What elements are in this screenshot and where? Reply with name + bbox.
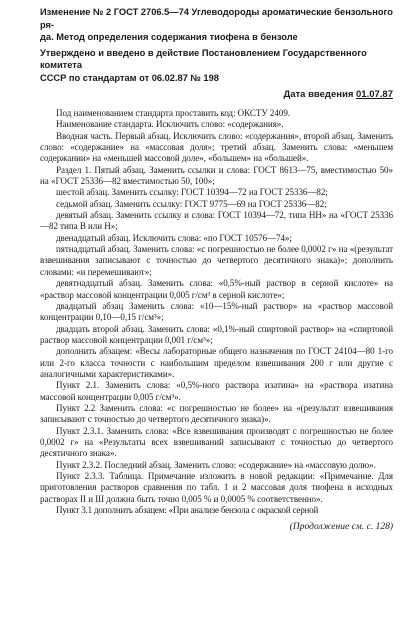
paragraph: дополнить абзацем: «Весы лабораторные общего назначения по ГОСТ 24104—80 1-го или 2-го класса точности с наибольшим пределом взвешивания 200 г или другие с аналогичными характеристиками». <box>40 346 393 379</box>
paragraph: Наименование стандарта. Исключить слово: «содержания». <box>56 119 284 130</box>
paragraph: седьмой абзац. Заменить ссылку: ГОСТ 9775—69 на ГОСТ 25336—82; <box>56 198 327 209</box>
paragraph: двенадцатый абзац. Исключить слова: «по ГОСТ 10576—74»; <box>56 232 292 243</box>
continuation-note: (Продолжение см. с. 128) <box>289 522 393 533</box>
paragraph: Пункт 2.2 Заменить слова: «с погрешностью не более» на «(результат взвешивания записывают с точностью до четвертого десятичного знака)». <box>40 402 393 425</box>
approval-block <box>40 47 393 85</box>
paragraph: пятнадцатый абзац. Заменить слова: «с погрешностью не более 0,0002 г» на «(результат взвешивания записывают с точностью до четвертого десятичного знака)»; дополнить словами: «и перемешивают»; <box>40 244 393 277</box>
paragraph: Пункт 2.3.1. Заменить слова: «Все взвешивания производят с погрешностью не более 0,0002 г» на «Результаты всех взвешиваний записывают с точностью до четвертого десятичного знака». <box>40 425 393 459</box>
paragraph: девятнадцатый абзац. Заменить слова: «0,5%-ный раствор в серной кислоте» на «раствор массовой концентрации 0,005 г/см³ в серной кислоте»; <box>40 278 393 300</box>
document-body <box>40 108 393 516</box>
amendment-title-line1: Изменение № 2 ГОСТ 2706.5—74 Углеводороды ароматические бензольного ря- <box>40 7 393 30</box>
approval-line1: Утверждено и введено в действие Постановлением Государственного комитета <box>40 47 367 70</box>
paragraph: Пункт 3.1 дополнить абзацем: «При анализе бензола с окраской серной <box>56 505 319 516</box>
paragraph: Раздел 1. Пятый абзац. Заменить ссылки и слова: ГОСТ 8613—75, вместимостью 50» на «ГОСТ 25336—82 вместимостью 50, 100»; <box>40 164 393 187</box>
amendment-title-line2: да. Метод определения содержания тиофена в бензоле <box>40 32 298 42</box>
introduction-date-label: Дата введения <box>283 89 354 100</box>
paragraph: двадцатый абзац Заменить слова: «10—15%-ный раствор» на «раствор массовой концентрации 0,10—0,15 г/см³»; <box>40 300 393 323</box>
paragraph: шестой абзац. Заменить ссылку: ГОСТ 10394—72 на ГОСТ 25336—82; <box>56 187 328 198</box>
amendment-heading <box>40 6 393 44</box>
paragraph: Вводная часть. Первый абзац. Исключить слово: «содержания», второй абзац. Заменить слово: «содержание» на «массовая доля»; третий абзац. Заменить слова: «меньшем содержании» на «меньшей массовой доле», «большем» на «большей». <box>40 130 393 164</box>
paragraph: Пункт 2.3.2. Последний абзац. Заменить слово: «содержание» на «массовую долю». <box>56 459 376 470</box>
introduction-date-value: 01.07.87 <box>356 89 393 100</box>
introduction-date <box>40 89 393 100</box>
paragraph: Под наименованием стандарта проставить код: ОКСТУ 2409. <box>56 108 291 118</box>
paragraph: двадцать второй абзац. Заменить слова: «0,1%-ный спиртовой раствор» на «спиртовой раствор массовой концентрации 0,001 г/см³»; <box>40 323 393 345</box>
approval-line2: СССР по стандартам от 06.02.87 № 198 <box>40 72 219 83</box>
paragraph: девятый абзац. Заменить ссылку и слова: ГОСТ 10394—72, типа НН» на «ГОСТ 25336—82 типа В или Н»; <box>40 210 393 232</box>
paragraph: Пункт 2.3.3. Таблица. Примечание изложить в новой редакции: «Примечание. Для приготовления растворов сравнения по табл. 1 и 2 массовая доля тиофена в исходных растворах II и III должна быть точно 0,005 % и 0,0005 % соответственно». <box>40 471 393 504</box>
paragraph: Пункт 2.1. Заменить слова: «0,5%-ного раствора изатина» на «раствора изатина массовой концентрации 0,005 г/см³». <box>40 380 393 402</box>
